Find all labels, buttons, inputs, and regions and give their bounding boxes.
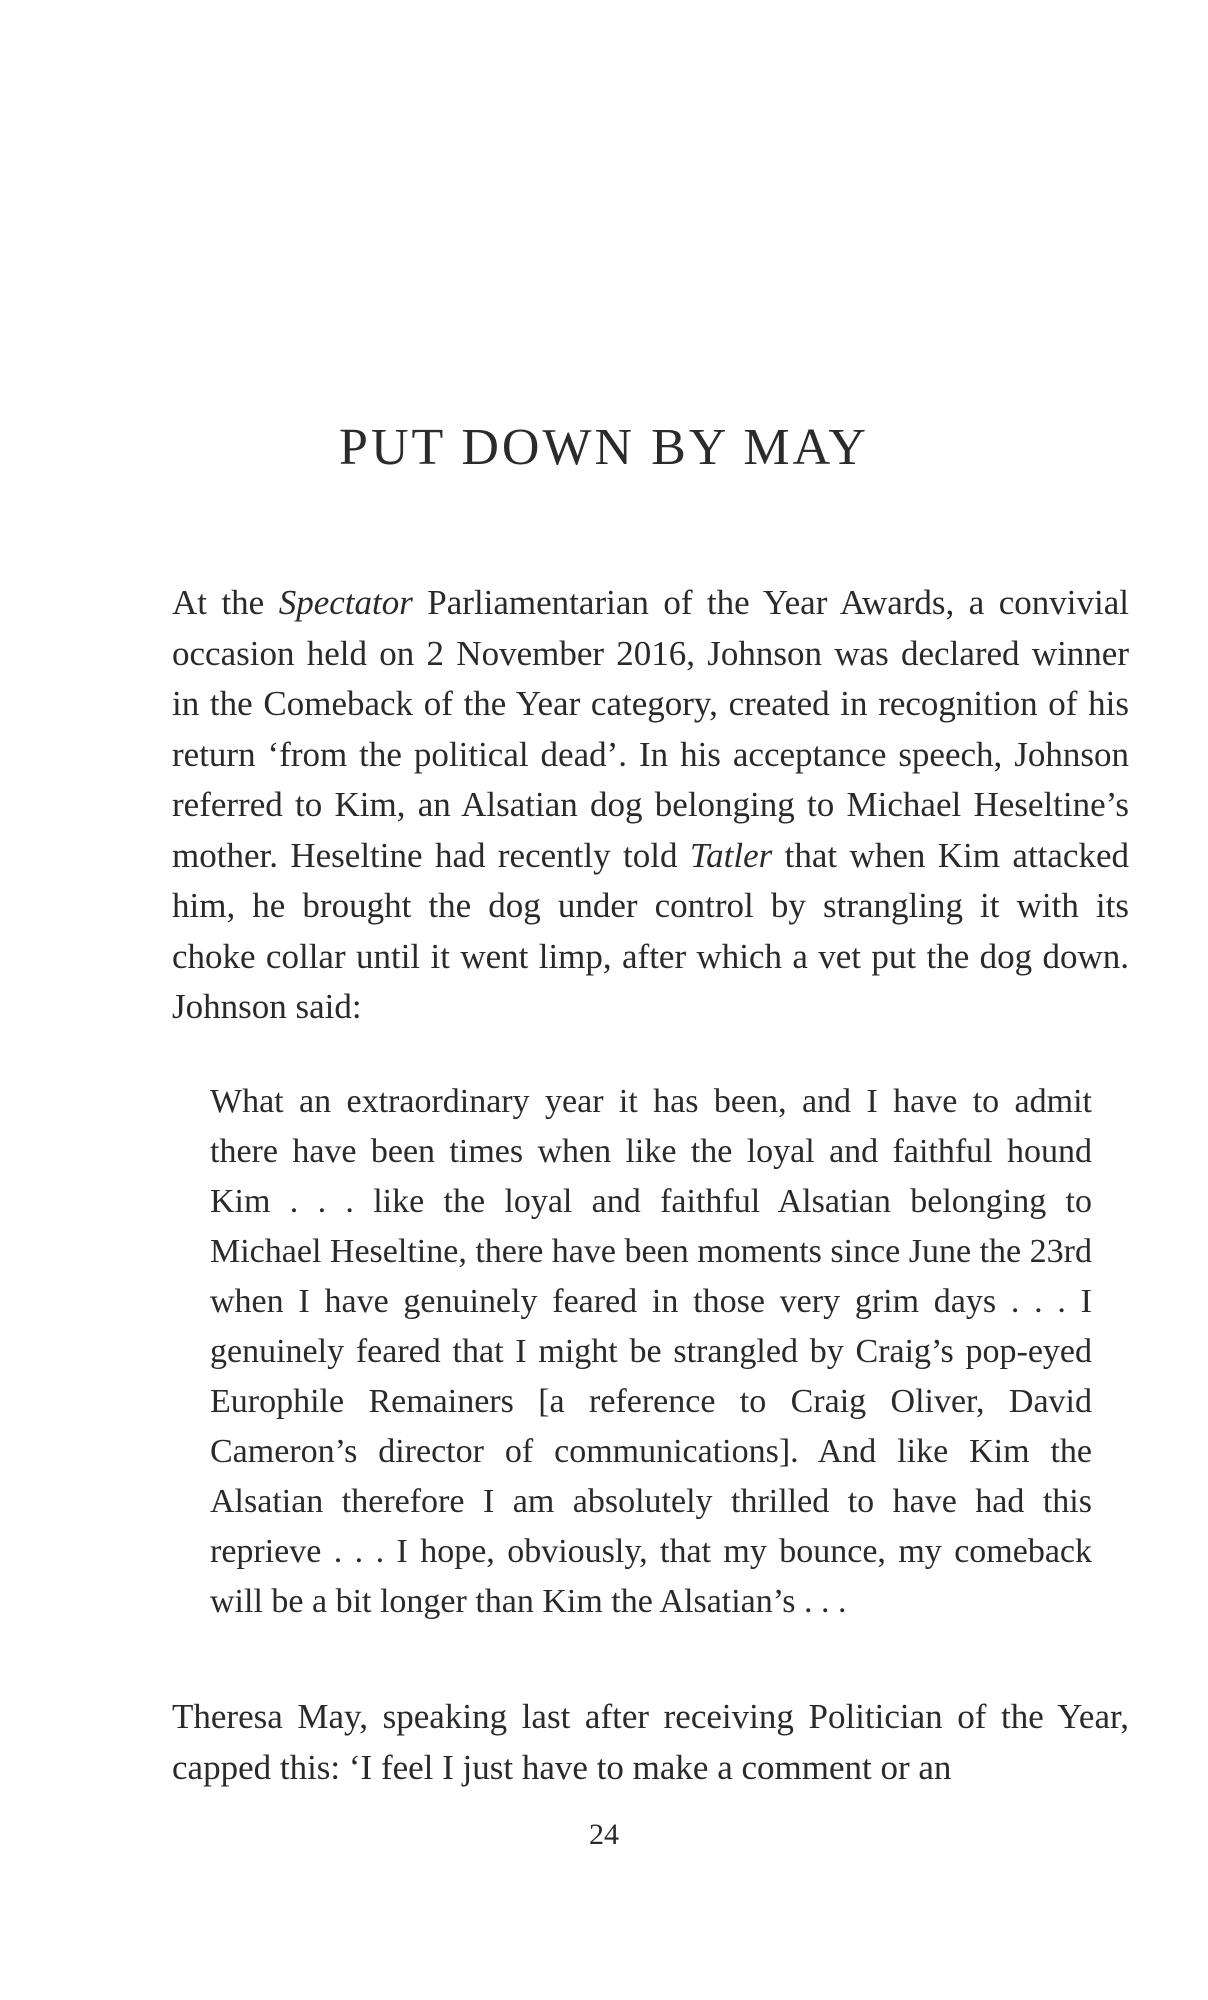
chapter-title: PUT DOWN BY MAY	[339, 419, 869, 476]
page-number: 24	[589, 1818, 619, 1851]
body-paragraph	[172, 578, 1129, 1033]
block-quote: What an extraordinary year it has been, and I have to admit there have been times when like the loyal and faithful hound Kim . . . like the loyal and faithful Alsatian belonging to Michael Heseltine, there have been moments since June the 23rd when I have genuinely feared in those very grim days . . . I genuinely feared that I might be strangled by Craig’s pop-eyed Europhile Remainers [a reference to Craig Oliver, David Cameron’s director of communications]. And like Kim the Alsatian therefore I am absolutely thrilled to have had this reprieve . . . I hope, obviously, that my bounce, my comeback will be a bit longer than Kim the Alsatian’s . . .	[210, 1083, 1092, 1620]
body-paragraph: Theresa May, speaking last after receiving Politician of the Year, capped this: ‘I feel I just have to make a comment or an	[172, 1697, 1129, 1787]
paragraph-text: At the	[172, 583, 279, 622]
paragraph-text: Parliamentarian of the Year Awards, a convivial occasion held on 2 November 2016, Johnson was declared winner in the Comeback of the Year category, created in recognition of his return ‘from the political dead’. In his acceptance speech, Johnson referred to Kim, an Alsatian dog belonging to Michael Heseltine’s mother. Heseltine had recently told	[172, 583, 1129, 875]
publication-name: Spectator	[278, 583, 413, 622]
paragraph-text: that when Kim attacked him, he brought the dog under control by strangling it with its choke collar until it went limp, after which a vet put the dog down. Johnson said:	[172, 835, 1130, 1026]
publication-name: Tatler	[689, 835, 773, 875]
